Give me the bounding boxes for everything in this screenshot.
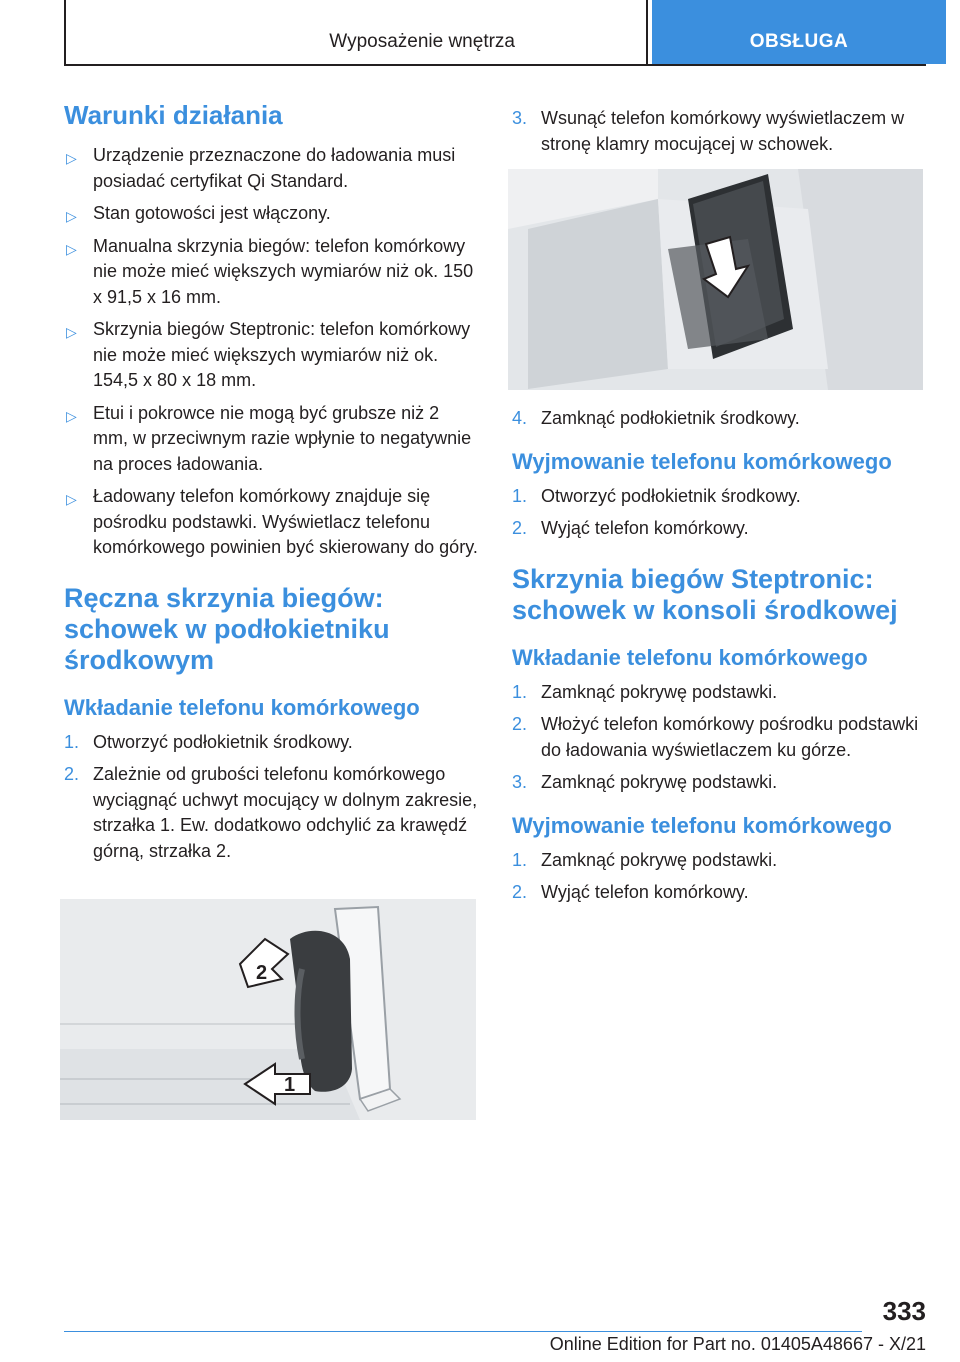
steptronic-remove-heading: Wyjmowanie telefonu komórkowego [512, 812, 892, 838]
header-rule [64, 64, 926, 66]
list-item: ▷ Etui i pokrowce nie mogą być grubsze niż 2 mm, w przeciwnym razie wpłynie to negatywnie na proces ładowania. [66, 402, 472, 474]
triangle-bullet-icon: ▷ [66, 407, 77, 424]
triangle-bullet-icon: ▷ [66, 150, 77, 166]
manual-remove-steps [512, 484, 926, 542]
armrest-bracket-figure [60, 899, 476, 1120]
manual-gearbox-heading: Ręczna skrzynia biegów: schowek w podłokietniku środkowym [64, 582, 390, 675]
edition-footer: Online Edition for Part no. 01405A48667 - X/21 [549, 1334, 926, 1354]
list-item: ▷ Ładowany telefon komórkowy znajduje się pośrodku podstawki. Wyświetlacz telefonu komórkowego powinien być skierowany do góry. [66, 486, 478, 557]
page-number: 333 [882, 1296, 926, 1326]
list-item: 2. Zależnie od grubości telefonu komórkowego wyciągnąć uchwyt mocujący w dolnym zakresie, strzałka 1. Ew. dodatkowo odchylić za krawędź górną, strzałka 2. [64, 764, 478, 861]
conditions-heading: Warunki działania [64, 100, 283, 130]
list-item: 3. Wsunąć telefon komórkowy wyświetlaczem w stronę klamry mocującej w schowek. [512, 108, 905, 154]
triangle-bullet-icon: ▷ [66, 491, 77, 507]
list-item: 1. Zamknąć pokrywę podstawki. [512, 681, 778, 702]
insert-phone-heading: Wkładanie telefonu komórkowego [64, 694, 420, 720]
arrow-1-label: 1 [284, 1074, 296, 1096]
list-item: ▷ Stan gotowości jest włączony. [64, 201, 478, 227]
bracket-illustration [60, 899, 476, 1120]
list-item: ▷ Manualna skrzynia biegów: telefon komórkowy nie może mieć większych wymiarów niż ok. 150 x 91,5 x 16 mm. [66, 235, 474, 307]
list-item: 2. Włożyć telefon komórkowy pośrodku podstawki do ładowania wyświetlaczem ku górze. [512, 714, 919, 760]
list-item: 1. Otworzyć podłokietnik środkowy. [64, 731, 353, 752]
arrow-2-label: 2 [256, 962, 268, 984]
triangle-bullet-icon: ▷ [66, 208, 77, 224]
list-item: 1. Zamknąć pokrywę podstawki. [512, 849, 778, 870]
list-item: 2. Wyjąć telefon komórkowy. [512, 518, 749, 538]
remove-phone-heading: Wyjmowanie telefonu komórkowego [512, 448, 892, 474]
list-item: ▷ Skrzynia biegów Steptronic: telefon komórkowy nie może mieć większych wymiarów niż ok. 154,5 x 80 x 18 mm. [66, 319, 471, 390]
triangle-bullet-icon: ▷ [66, 240, 77, 257]
triangle-bullet-icon: ▷ [66, 324, 77, 340]
list-item: 4. Zamknąć podłokietnik środkowy. [512, 408, 800, 428]
manual-insert-steps-continued [512, 106, 926, 157]
chapter-tab: OBSŁUGA [652, 0, 946, 64]
steptronic-insert-steps [512, 680, 926, 796]
phone-insert-illustration [508, 169, 923, 390]
manual-insert-steps [64, 730, 478, 865]
steptronic-remove-steps [512, 848, 926, 906]
right-column [512, 106, 926, 913]
steptronic-insert-heading: Wkładanie telefonu komórkowego [512, 644, 868, 670]
list-item: 1. Otworzyć podłokietnik środkowy. [512, 485, 801, 506]
list-item: 3. Zamknąć pokrywę podstawki. [512, 772, 778, 792]
conditions-list [64, 143, 478, 561]
phone-insert-figure [508, 169, 923, 390]
list-item: 2. Wyjąć telefon komórkowy. [512, 882, 749, 902]
left-column [64, 100, 478, 871]
list-item: ▷ Urządzenie przeznaczone do ładowania musi posiadać certyfikat Qi Standard. [66, 145, 456, 191]
steptronic-heading: Skrzynia biegów Steptronic: schowek w konsoli środkowej [512, 563, 898, 625]
manual-insert-steps-final [512, 406, 926, 432]
footer-rule [64, 1331, 862, 1332]
header-section-title: Wyposażenie wnętrza [329, 31, 515, 52]
